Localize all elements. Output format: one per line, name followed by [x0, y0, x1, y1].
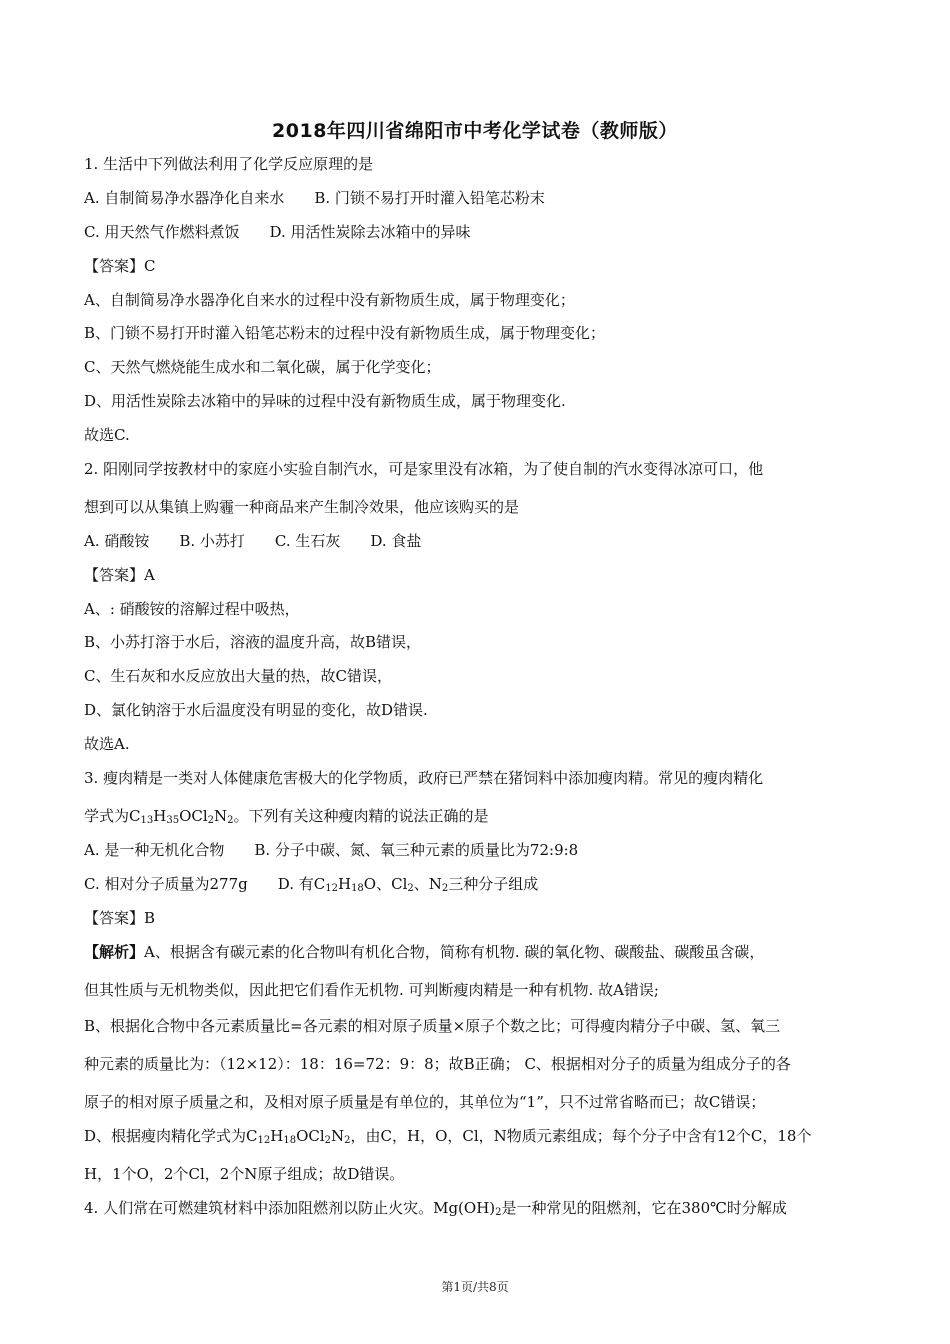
q3-answer: 【答案】B	[84, 909, 156, 927]
page-title: 2018年四川省绵阳市中考化学试卷（教师版）	[272, 120, 678, 142]
q1-explanation-c: C、天然气燃烧能生成水和二氧化碳，属于化学变化；	[84, 358, 441, 376]
q2-options: A. 硝酸铵 B. 小苏打 C. 生石灰 D. 食盐	[84, 532, 422, 550]
q2-explanation-b: B、小苏打溶于水后，溶液的温度升高，故B错误，	[84, 633, 422, 651]
q2-stem-line1: 2. 阳刚同学按教材中的家庭小实验自制汽水，可是家里没有冰箱，为了使自制的汽水变得冰凉可口，他	[84, 460, 764, 478]
q3-stem-prefix: 学式为	[84, 807, 130, 825]
clenbuterol-formula-inline: $C_{12}H_{18}OCl_2N_2$	[246, 1127, 351, 1146]
q3-option-d-formula: $C_{12}H_{18}O$、$Cl_2$、$N_2$	[313, 875, 449, 894]
analysis-label: 【解析】	[84, 943, 145, 961]
q3-explanation-line6: D、根据瘦肉精化学式为$C_{12}H_{18}OCl_2N_2$，由C，H，O，Cl，N物质元素组成；每个分子中含有12个C，18个	[84, 1127, 812, 1146]
clenbuterol-formula: $C_{13}H_{35}OCl_2N_2$	[129, 807, 234, 826]
q3-stem-suffix: 。下列有关这种瘦肉精的说法正确的是	[233, 807, 489, 825]
q2-conclusion: 故选A.	[84, 735, 130, 753]
q1-explanation-a: A、自制简易净水器净化自来水的过程中没有新物质生成，属于物理变化；	[84, 291, 575, 309]
q1-explanation-d: D、用活性炭除去冰箱中的异味的过程中没有新物质生成，属于物理变化.	[84, 392, 566, 410]
q3-option-d-tail: 三种分子组成	[448, 875, 539, 893]
q2-explanation-a: A、: 硝酸铵的溶解过程中吸热，	[84, 600, 300, 618]
q3-explanation-line2: 但其性质与无机物类似，因此把它们看作无机物. 可判断瘦肉精是一种有机物. 故A错误;	[84, 981, 659, 999]
q1-options-ab: A. 自制简易净水器净化自来水 B. 门锁不易打开时灌入铅笔芯粉末	[84, 189, 545, 207]
q3-explanation-line4: 种元素的质量比为：（12×12）：18：16=72：9：8；故B正确； C、根据相对分子的质量为组成分子的各	[84, 1055, 791, 1073]
q3-stem-line2	[84, 806, 489, 826]
q3-explanation-line7: H，1个O，2个Cl，2个N原子组成；故D错误。	[84, 1165, 405, 1183]
q1-stem: 1. 生活中下列做法利用了化学反应原理的是	[84, 155, 374, 173]
q2-explanation-c: C、生石灰和水反应放出大量的热，故C错误，	[84, 667, 392, 685]
q3-explanation-line5: 原子的相对原子质量之和，及相对原子质量是有单位的，其单位为“1”，只不过常省略而已；故C错误；	[84, 1093, 766, 1111]
q2-answer: 【答案】A	[84, 566, 155, 584]
q3-option-c-text: C. 相对分子质量为277g D. 有	[84, 875, 314, 893]
q1-conclusion: 故选C.	[84, 426, 130, 444]
q1-explanation-b: B、门锁不易打开时灌入铅笔芯粉末的过程中没有新物质生成，属于物理变化；	[84, 324, 606, 342]
q3-options-ab: A. 是一种无机化合物 B. 分子中碳、氮、氧三种元素的质量比为72:9:8	[84, 841, 579, 859]
q1-options-cd: C. 用天然气作燃料煮饭 D. 用活性炭除去冰箱中的异味	[84, 223, 471, 241]
q3-explanation-line1: 【解析】A、根据含有碳元素的化合物叫有机化合物，简称有机物. 碳的氧化物、碳酸盐、碳酸虽含碳，	[84, 943, 765, 961]
page-footer: 第1页/共8页	[441, 1280, 509, 1294]
q1-answer: 【答案】C	[84, 257, 156, 275]
q3-explanation-line3: B、根据化合物中各元素质量比=各元素的相对原子质量×原子个数之比；可得瘦肉精分子中碳、氢、氧三	[84, 1017, 781, 1035]
q3-stem-line1: 3. 瘦肉精是一类对人体健康危害极大的化学物质，政府已严禁在猪饲料中添加瘦肉精。常见的瘦肉精化	[84, 769, 764, 787]
q3-options-cd	[84, 874, 538, 894]
q2-stem-line2: 想到可以从集镇上购霾一种商品来产生制冷效果，他应该购买的是	[84, 498, 520, 516]
q4-stem: 4. 人们常在可燃建筑材料中添加阻燃剂以防止火灾。$Mg(OH)_2$是一种常见的阻燃剂，它在380℃时分解成	[84, 1199, 787, 1218]
q2-explanation-d: D、氯化钠溶于水后温度没有明显的变化，故D错误.	[84, 701, 428, 719]
